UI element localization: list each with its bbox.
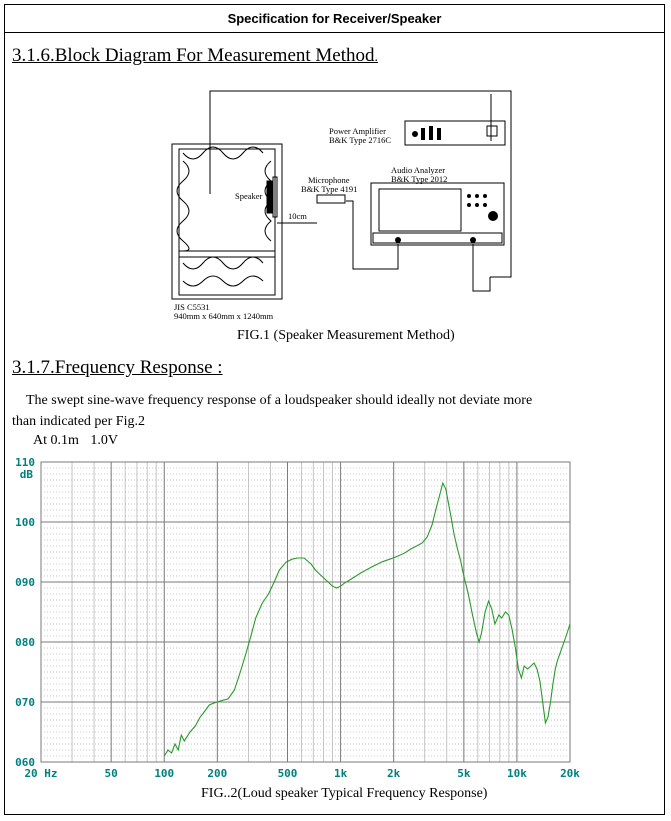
section-316-title-dot: . (374, 50, 379, 65)
microphone-label-2: B&K Type 4191 (301, 184, 358, 194)
page-header: Specification for Receiver/Speaker (5, 5, 664, 33)
section-316-title-text: 3.1.6.Block Diagram For Measurement Method (12, 45, 375, 66)
frequency-response-paragraph: The swept sine-wave frequency response of a loudspeaker should ideally not deviate more than indicated per Fig.2 (12, 393, 533, 429)
x-tick-label: 100 (154, 767, 175, 780)
x-tick-label: 2k (387, 767, 401, 780)
condition-voltage: 1.0V (90, 433, 119, 448)
frequency-response-chart (5, 5, 666, 816)
power-amp-label-1: Power Amplifier (329, 126, 386, 136)
box-label-2: 940mm x 640mm x 1240mm (174, 311, 274, 321)
section-317-title: 3.1.7.Frequency Response : (12, 357, 223, 378)
x-tick-label: 20k (560, 767, 580, 780)
spec-sheet-frame (4, 4, 665, 815)
y-axis-unit-label: dB (19, 468, 33, 481)
y-tick-label: 060 (15, 756, 35, 769)
power-amp-label-2: B&K Type 2716C (329, 135, 392, 145)
box-label-1: JIS C5531 (174, 302, 210, 312)
microphone-label-1: Microphone (308, 175, 350, 185)
y-tick-label: 100 (15, 516, 35, 529)
x-tick-label: 20 Hz (24, 767, 58, 780)
analyzer-label-2: B&K Type 2012 (391, 174, 448, 184)
analyzer-label-1: Audio Analyzer (391, 165, 446, 175)
y-tick-label: 090 (15, 576, 35, 589)
x-tick-label: 5k (457, 767, 471, 780)
condition-distance: At 0.1m (33, 433, 79, 448)
y-tick-label: 110 (15, 456, 35, 469)
y-tick-label: 080 (15, 636, 35, 649)
x-tick-label: 500 (277, 767, 298, 780)
fig2-caption: FIG..2(Loud speaker Typical Frequency Response) (201, 786, 488, 801)
x-tick-label: 200 (207, 767, 228, 780)
fig1-caption: FIG.1 (Speaker Measurement Method) (237, 328, 455, 343)
y-tick-label: 070 (15, 696, 35, 709)
x-tick-label: 10k (506, 767, 527, 780)
speaker-label: Speaker (235, 191, 263, 201)
x-tick-label: 50 (104, 767, 118, 780)
x-tick-label: 1k (333, 767, 348, 780)
distance-label: 10cm (288, 211, 307, 221)
